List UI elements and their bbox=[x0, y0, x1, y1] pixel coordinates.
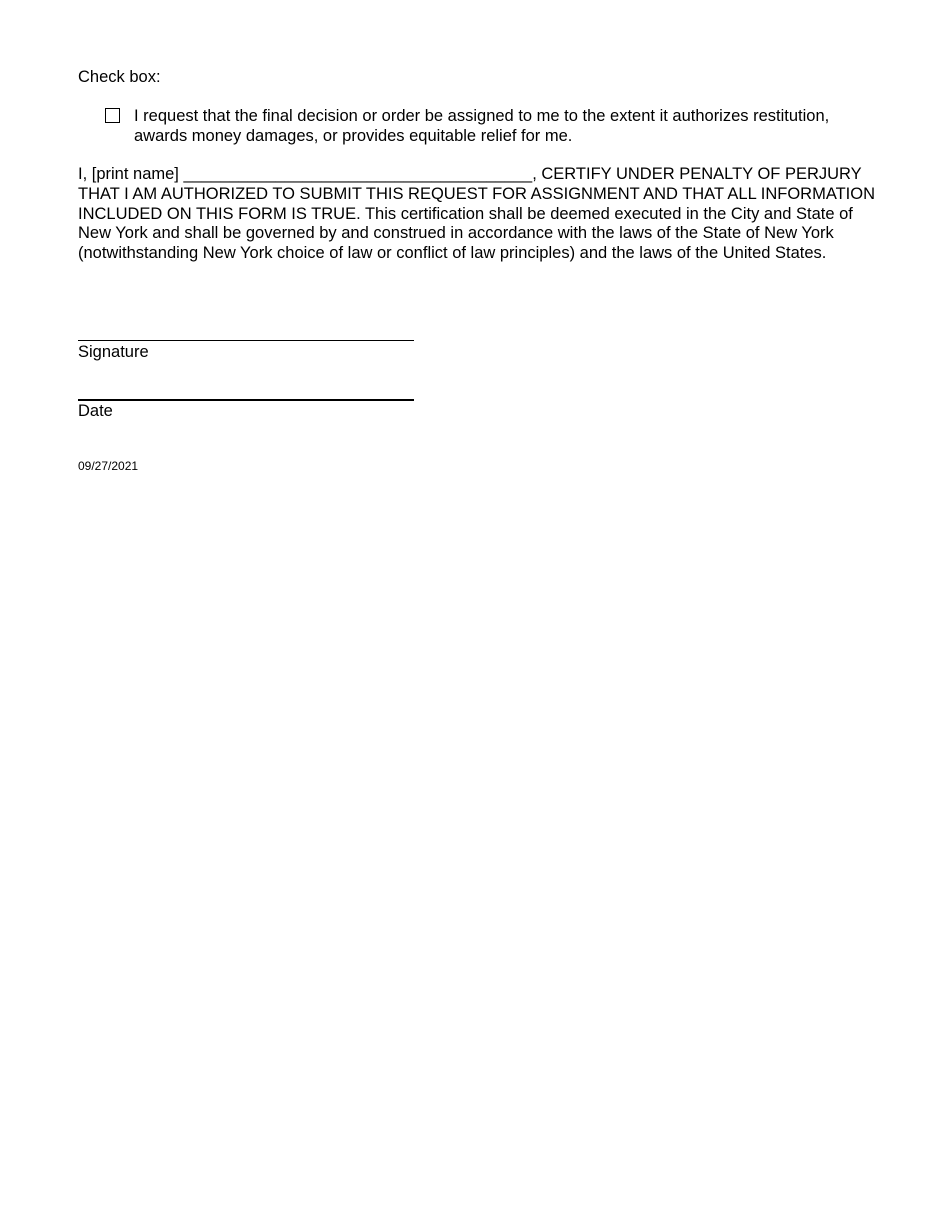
check-box-heading: Check box: bbox=[78, 68, 161, 86]
certification-paragraph bbox=[78, 165, 878, 264]
print-name-blank[interactable]: ______________________________________ bbox=[183, 165, 533, 183]
print-name-prefix: I, [print name] bbox=[78, 165, 179, 183]
certification-text: , CERTIFY UNDER PENALTY OF PERJURY THAT I AM AUTHORIZED TO SUBMIT THIS REQUEST FOR ASSIGNMENT AND THAT ALL INFORMATION INCLUDED ON THIS FORM IS TRUE. This certification shall be deemed executed in the City and State of New York and shall be governed by and construed in accordance with the laws of the State of New York (notwithstanding New York choice of law or conflict of law principles) and the laws of the United States. bbox=[78, 165, 876, 263]
signature-line[interactable] bbox=[78, 340, 414, 341]
form-revision-date: 09/27/2021 bbox=[78, 459, 139, 473]
date-line[interactable] bbox=[78, 399, 414, 401]
checkbox-option-text: I request that the final decision or order be assigned to me to the extent it authorizes restitution, awards money damages, or provides equitable relief for me. bbox=[134, 107, 830, 145]
signature-label: Signature bbox=[78, 343, 149, 361]
assignment-request-checkbox[interactable] bbox=[105, 108, 120, 123]
date-label: Date bbox=[78, 402, 113, 420]
